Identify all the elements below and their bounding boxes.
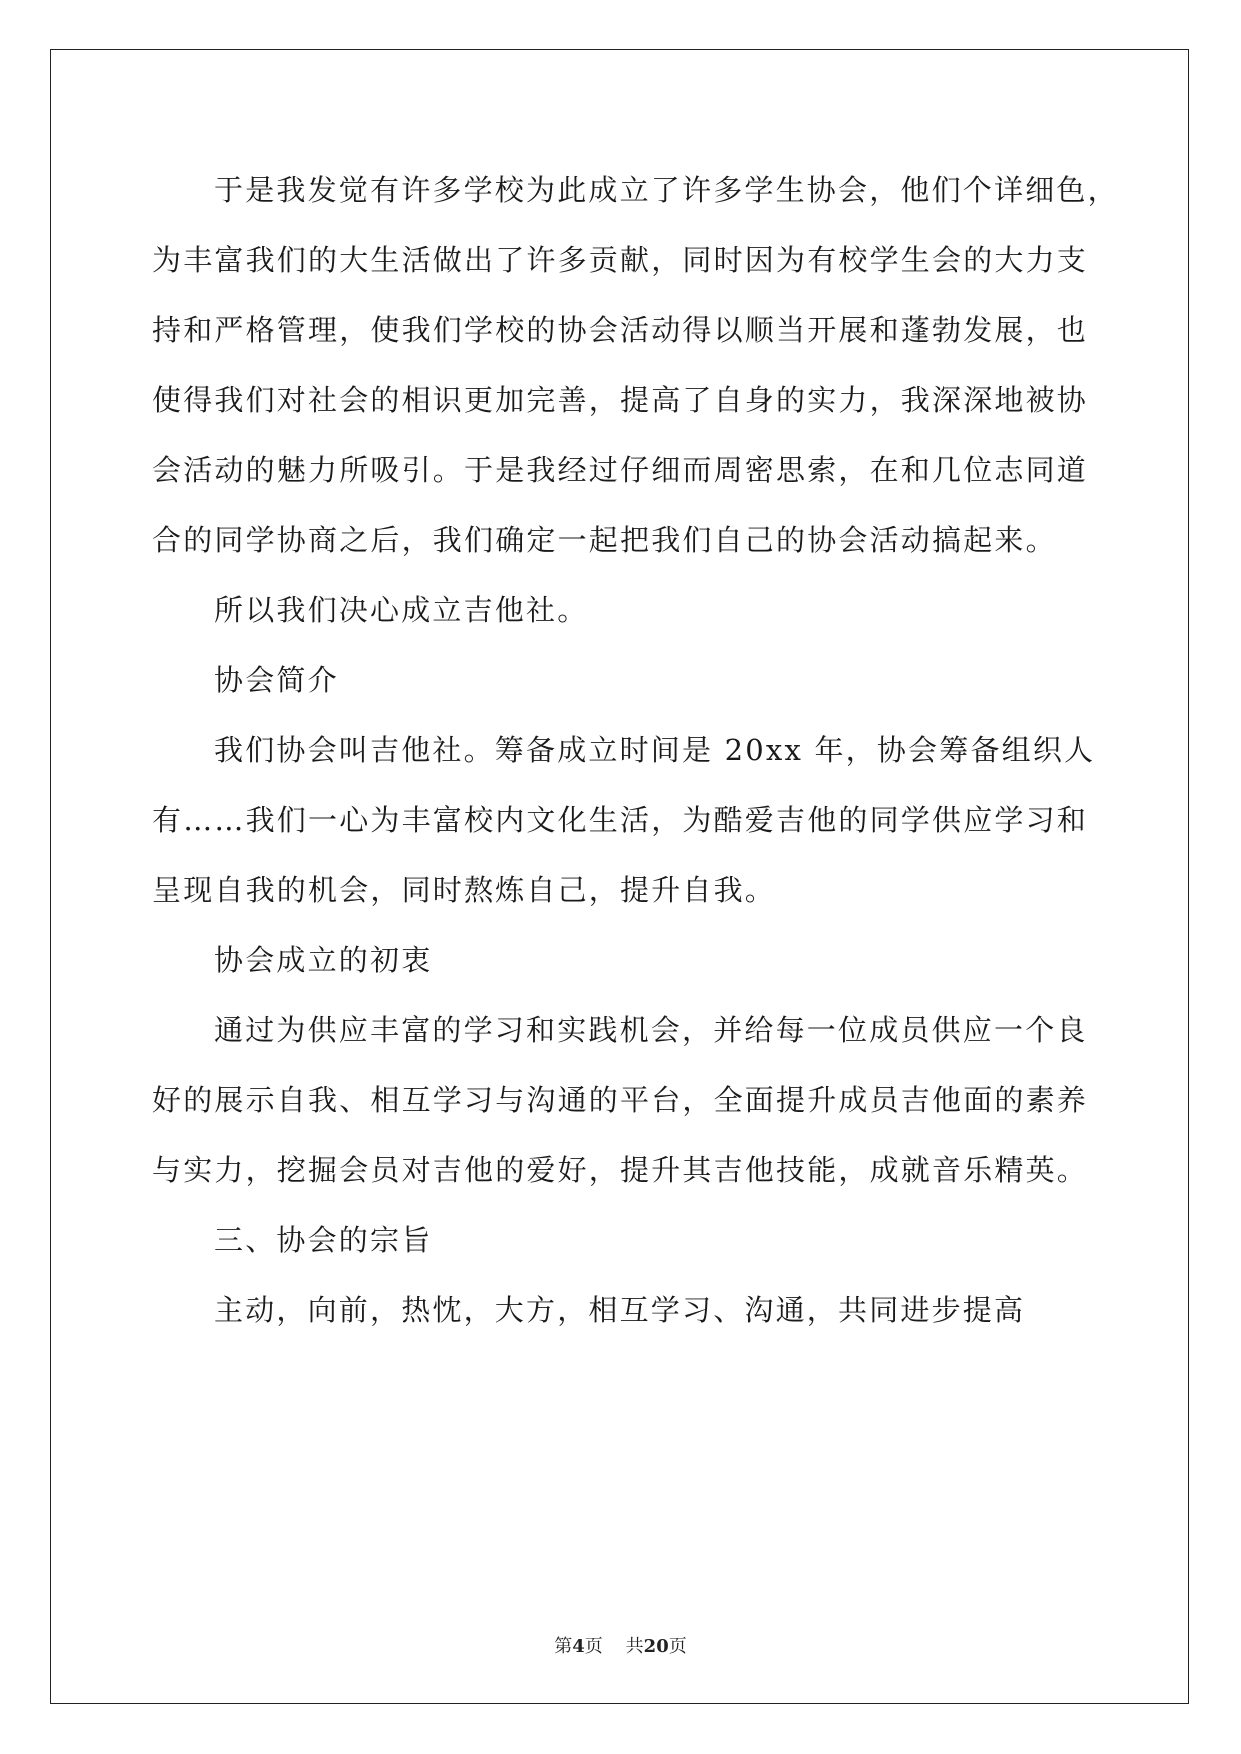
- paragraph-line: 我们协会叫吉他社。筹备成立时间是 20xx 年，协会筹备组织人: [214, 733, 1096, 767]
- total-suffix: 页: [668, 1636, 687, 1657]
- section-heading: 三、协会的宗旨: [214, 1223, 433, 1257]
- paragraph-line: 与实力，挖掘会员对吉他的爱好，提升其吉他技能，成就音乐精英。: [152, 1153, 1089, 1187]
- paragraph-line: 呈现自我的机会，同时熬炼自己，提升自我。: [152, 873, 777, 907]
- page-prefix: 第: [554, 1636, 573, 1657]
- paragraph-line: 好的展示自我、相互学习与沟通的平台，全面提升成员吉他面的素养: [152, 1083, 1089, 1117]
- section-heading: 协会成立的初衷: [214, 943, 433, 977]
- page-number: 4: [572, 1636, 585, 1657]
- paragraph-line: 于是我发觉有许多学校为此成立了许多学生协会，他们个详细色，: [214, 173, 1119, 207]
- page-footer: [0, 1632, 1241, 1658]
- paragraph-line: 合的同学协商之后，我们确定一起把我们自己的协会活动搞起来。: [152, 523, 1057, 557]
- paragraph-line: 所以我们决心成立吉他社。: [214, 593, 589, 627]
- page-suffix: 页: [584, 1636, 603, 1657]
- section-heading: 协会简介: [214, 663, 339, 697]
- paragraph-line: 通过为供应丰富的学习和实践机会，并给每一位成员供应一个良: [214, 1013, 1088, 1047]
- total-prefix: 共: [625, 1636, 644, 1657]
- paragraph-line: 会活动的魅力所吸引。于是我经过仔细而周密思索，在和几位志同道: [152, 453, 1089, 487]
- document-body: [152, 155, 1119, 1345]
- total-pages: 20: [643, 1636, 669, 1657]
- paragraph-line: 持和严格管理，使我们学校的协会活动得以顺当开展和蓬勃发展，也: [152, 313, 1089, 347]
- paragraph-line: 为丰富我们的大生活做出了许多贡献，同时因为有校学生会的大力支: [152, 243, 1089, 277]
- paragraph-line: 有……我们一心为丰富校内文化生活，为酷爱吉他的同学供应学习和: [152, 803, 1089, 837]
- paragraph-line: 使得我们对社会的相识更加完善，提高了自身的实力，我深深地被协: [152, 383, 1089, 417]
- paragraph-line: 主动，向前，热忱，大方，相互学习、沟通，共同进步提高: [214, 1293, 1026, 1327]
